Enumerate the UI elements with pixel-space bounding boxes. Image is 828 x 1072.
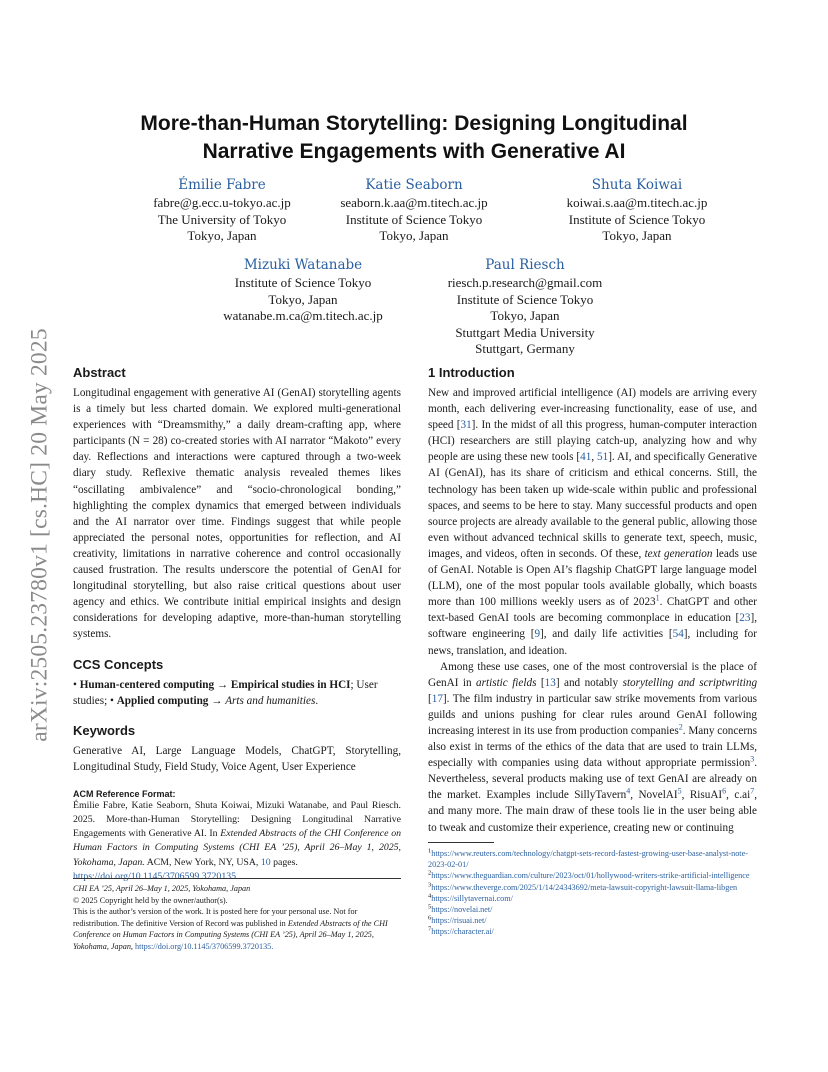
author-affiliation: The University of Tokyo [157, 211, 287, 227]
footnote-7: $^7$https://character.ai/ [428, 925, 494, 937]
author-email: fabre@g.ecc.u-tokyo.ac.jp [153, 195, 291, 210]
author-block-1 [112, 176, 332, 245]
intro-paragraph-2: Among these use cases, one of the most controversial is the place of GenAI in artistic fields [13] and notably storytelling and scriptwriting [17]. The film industry in particular saw strike movements from various guilds and unions pushing for clear rules around GenAI following increasing interest in its use from production companies$^2$. Many concerns also exist in terms of the ethics of the data that are used to train LLMs, especially with companies using data without appropriate permission$^3$. Nevertheless, several products making use of text GenAI are already on the market. Examples include SillyTavern$^4$, NovelAI$^5$, RisuAI$^6$, c.ai$^7$, and many more. The main draw of these tools lie in the user being able to tweak and customize their experience, creating new or continuing [428, 660, 758, 834]
intro-heading: 1 Introduction [428, 365, 515, 380]
author-location-2: Stuttgart, Germany [475, 341, 575, 356]
arxiv-sidebar-stamp [20, 295, 60, 775]
footnote-link[interactable]: https://sillytavernai.com/ [431, 893, 513, 903]
arxiv-id: arXiv:2505.23780v1 [cs.HC] 20 May 2025 [26, 328, 53, 742]
author-name[interactable]: Mizuki Watanabe [243, 257, 363, 273]
author-affiliation: Institute of Science Tokyo [234, 275, 372, 290]
left-column [73, 365, 401, 884]
author-name[interactable]: Shuta Koiwai [591, 177, 683, 193]
footnote-4: $^4$https://sillytavernai.com/ [428, 892, 513, 903]
author-affiliation-2: Stuttgart Media University [455, 324, 595, 340]
keywords-heading: Keywords [73, 722, 136, 738]
author-block-3 [527, 176, 747, 245]
author-location: Tokyo, Japan [268, 291, 338, 307]
author-affiliation: Institute of Science Tokyo [568, 211, 706, 227]
author-email: seaborn.k.aa@m.titech.ac.jp [340, 195, 488, 210]
footnote-5: $^5$https://novelai.net/ [428, 903, 493, 915]
author-email: watanabe.m.ca@m.titech.ac.jp [223, 308, 383, 323]
intro-paragraph-1: New and improved artificial intelligence (AI) models are arriving every month, each delivering ever-increasing functionality, ease of use, and speed [31]. In the midst of all this progress, human-computer interaction (HCI) researchers are still playing catch-up, analyzing how and why people are using these new tools [41, 51]. AI, and specifically Generative AI (GenAI), has its share of criticism and ethical concerns. Still, the technology has been taken up wide-scale within public and professional spaces, and seems to be here to stay. Many successful products and open source projects are already available to the general public, allowing those even without advanced technical skills to generate text, speech, music, images, and videos, often in seconds. Of these, text generation leads use of GenAI. Notable is Open AI’s flagship ChatGPT large language model (LLM), one of the most popular tools available globally, which boasts more than 100 millions weekly users as of 2023$^1$. ChatGPT and other text-based GenAI tools are becoming commonplace in education [23], software engineering [9], and daily life activities [54], including for news, translation, and ideation. [428, 387, 758, 657]
footnote-link[interactable]: https://risuai.net/ [431, 916, 487, 926]
author-block-5 [415, 256, 635, 358]
author-name[interactable]: Katie Seaborn [365, 177, 463, 193]
author-block-2 [304, 176, 524, 245]
paper-title: More-than-Human Storytelling: Designing Longitudinal Narrative Engagements with Generative AI [140, 112, 688, 163]
footnote-link[interactable]: https://www.theguardian.com/culture/2023/oct/01/hollywood-writers-strike-artificial-intelligence [431, 871, 750, 881]
author-location: Tokyo, Japan [187, 228, 257, 243]
conference-footer: CHI EA ’25, April 26–May 1, 2025, Yokohama, Japan © 2025 Copyright held by the owner/author(s). This is the author’s version of the work. It is posted here for your personal use. Not for redistribution. The definitive Version of Record was published in Extended Abstracts of the CHI Conference on Human Factors in Computing Systems (CHI EA ’25), April 26–May 1, 2025, Yokohama, Japan, https://doi.org/10.1145/3706599.3720135. [73, 878, 401, 952]
abstract-text: Longitudinal engagement with generative AI (GenAI) storytelling agents is a timely but less charted domain. We explored multi-generational experiences with “Dreamsmithy,” a daily dream-crafting app, where participants (N = 28) co-created stories with AI narrator “Makoto” every day. Reflections and interactions were captured through a two-week diary study. Reflexive thematic analysis revealed themes likes “oscillating ambivalence” and “socio-chronological bonding,” highlighting the complex dynamics that emerged between individuals and the AI narrator over time. Findings suggest that while people appreciated the personal notes, opportunities for reflection, and AI creativity, limitations in narrative coherence and control occasionally caused frustration. The results underscore the potential of GenAI for longitudinal storytelling, but also raise critical questions about user agency and ethics. We contribute initial empirical insights and design considerations for developing adaptive, more-than-human storytelling systems. [73, 387, 401, 641]
author-location: Tokyo, Japan [602, 228, 672, 243]
author-email: koiwai.s.aa@m.titech.ac.jp [566, 195, 708, 210]
ccs-concepts: • Human-centered computing → Empirical studies in HCI; User studies; • Applied computing → Arts and humanities. [73, 678, 378, 707]
footnote-link[interactable]: https://www.reuters.com/technology/chatgpt-sets-record-fastest-growing-user-base-analyst-note-2023-02-01/ [428, 849, 748, 870]
footnote-1: $^1$https://www.reuters.com/technology/chatgpt-sets-record-fastest-growing-user-base-analyst-note-2023-02-01/ [428, 847, 748, 870]
keywords-text: Generative AI, Large Language Models, ChatGPT, Storytelling, Longitudinal Study, Field Study, Voice Agent, User Experience [73, 744, 401, 773]
author-affiliation: Institute of Science Tokyo [456, 291, 594, 307]
footnote-2: $^2$https://www.theguardian.com/culture/2023/oct/01/hollywood-writers-strike-artificial-intelligence [428, 869, 750, 881]
ccs-heading: CCS Concepts [73, 656, 164, 672]
footnotes [428, 842, 757, 938]
conf-doi-link[interactable]: https://doi.org/10.1145/3706599.3720135. [135, 941, 274, 951]
author-location: Tokyo, Japan [379, 228, 449, 243]
intro-text [428, 385, 757, 836]
acm-ref-text: Émilie Fabre, Katie Seaborn, Shuta Koiwai, Mizuki Watanabe, and Paul Riesch. 2025. More-than-Human Storytelling: Designing Longitudinal Narrative Engagements with Generative AI. In Extended Abstracts of the CHI Conference on Human Factors in Computing Systems (CHI EA ’25), April 26–May 1, 2025, Yokohama, Japan. ACM, New York, NY, USA, 10 pages. https://doi.org/10.1145/3706599.3720135 [73, 799, 402, 882]
author-block-4 [193, 256, 413, 325]
footnote-3: $^3$https://www.theverge.com/2025/1/14/24343692/meta-lawsuit-copyright-lawsuit-llama-libgen [428, 880, 738, 892]
author-name[interactable]: Émilie Fabre [178, 177, 266, 193]
abstract-heading: Abstract [73, 365, 126, 380]
footnote-6: $^6$https://risuai.net/ [428, 914, 487, 926]
doi-link[interactable]: https://doi.org/10.1145/3706599.3720135 [73, 870, 237, 882]
footnote-link[interactable]: https://novelai.net/ [431, 905, 493, 915]
author-affiliation: Institute of Science Tokyo [345, 211, 483, 227]
footnote-rule [428, 842, 494, 843]
right-column [428, 365, 757, 836]
author-location: Tokyo, Japan [490, 308, 560, 323]
author-name[interactable]: Paul Riesch [485, 257, 565, 273]
footnote-link[interactable]: https://www.theverge.com/2025/1/14/24343692/meta-lawsuit-copyright-lawsuit-llama-libgen [431, 882, 738, 892]
acm-ref-heading: ACM Reference Format: [73, 788, 176, 799]
author-email: riesch.p.research@gmail.com [447, 275, 603, 290]
footnote-link[interactable]: https://character.ai/ [431, 927, 494, 937]
